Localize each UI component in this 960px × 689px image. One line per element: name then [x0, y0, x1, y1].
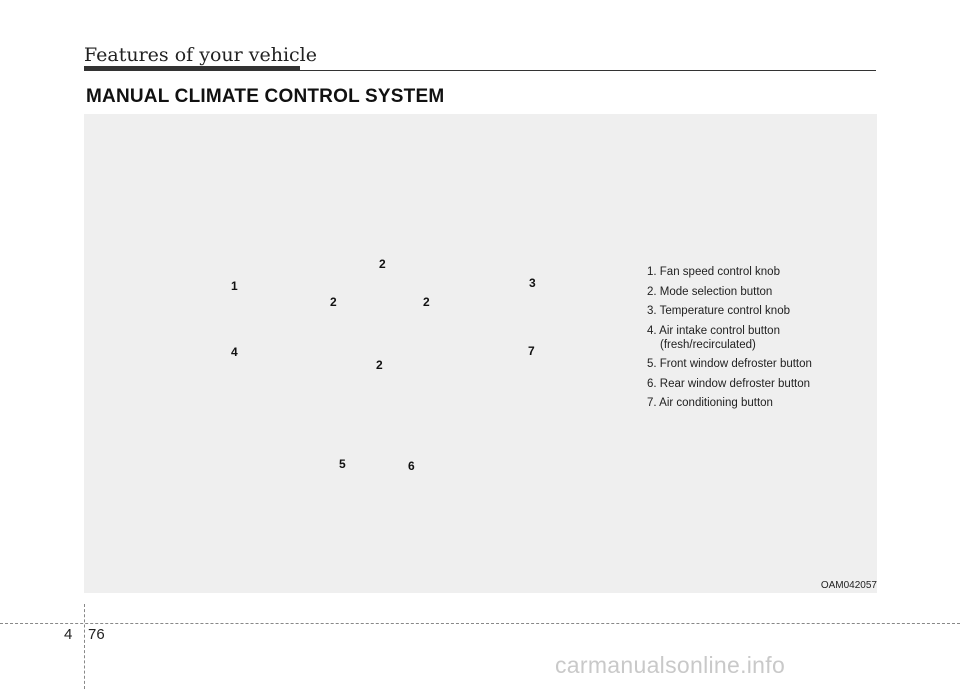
callout-4: 4 — [231, 345, 238, 359]
callout-2-right: 2 — [423, 295, 430, 309]
legend-item: 5. Front window defroster button — [647, 358, 812, 370]
footer-vertical-divider — [84, 604, 85, 689]
section-title: MANUAL CLIMATE CONTROL SYSTEM — [86, 86, 445, 107]
callout-1: 1 — [231, 279, 238, 293]
callout-5: 5 — [339, 457, 346, 471]
running-header-title: Features of your vehicle — [84, 44, 318, 66]
legend-item: 2. Mode selection button — [647, 285, 773, 298]
legend-item: 7. Air conditioning button — [647, 397, 773, 409]
callout-2-top: 2 — [379, 257, 386, 271]
header-rule-thick — [84, 66, 300, 71]
legend-item: 1. Fan speed control knob — [647, 266, 780, 278]
page-number: 76 — [88, 626, 105, 643]
legend-item: 3. Temperature control knob — [647, 305, 790, 317]
callout-6: 6 — [408, 459, 415, 473]
callout-3: 3 — [529, 276, 536, 290]
legend-list — [647, 265, 867, 416]
callout-7: 7 — [528, 344, 535, 358]
chapter-number: 4 — [64, 626, 73, 643]
figure-code: OAM042057 — [820, 580, 877, 591]
footer-divider — [0, 623, 960, 624]
callout-2-left: 2 — [330, 295, 337, 309]
legend-item: 4. Air intake control button — [647, 324, 780, 337]
watermark: carmanualsonline.info — [555, 652, 786, 678]
header-rule-thin — [300, 70, 876, 71]
callout-2-bottom: 2 — [376, 358, 383, 372]
legend-item: 6. Rear window defroster button — [647, 377, 811, 390]
legend-item-continuation: (fresh/recirculated) — [660, 338, 756, 351]
